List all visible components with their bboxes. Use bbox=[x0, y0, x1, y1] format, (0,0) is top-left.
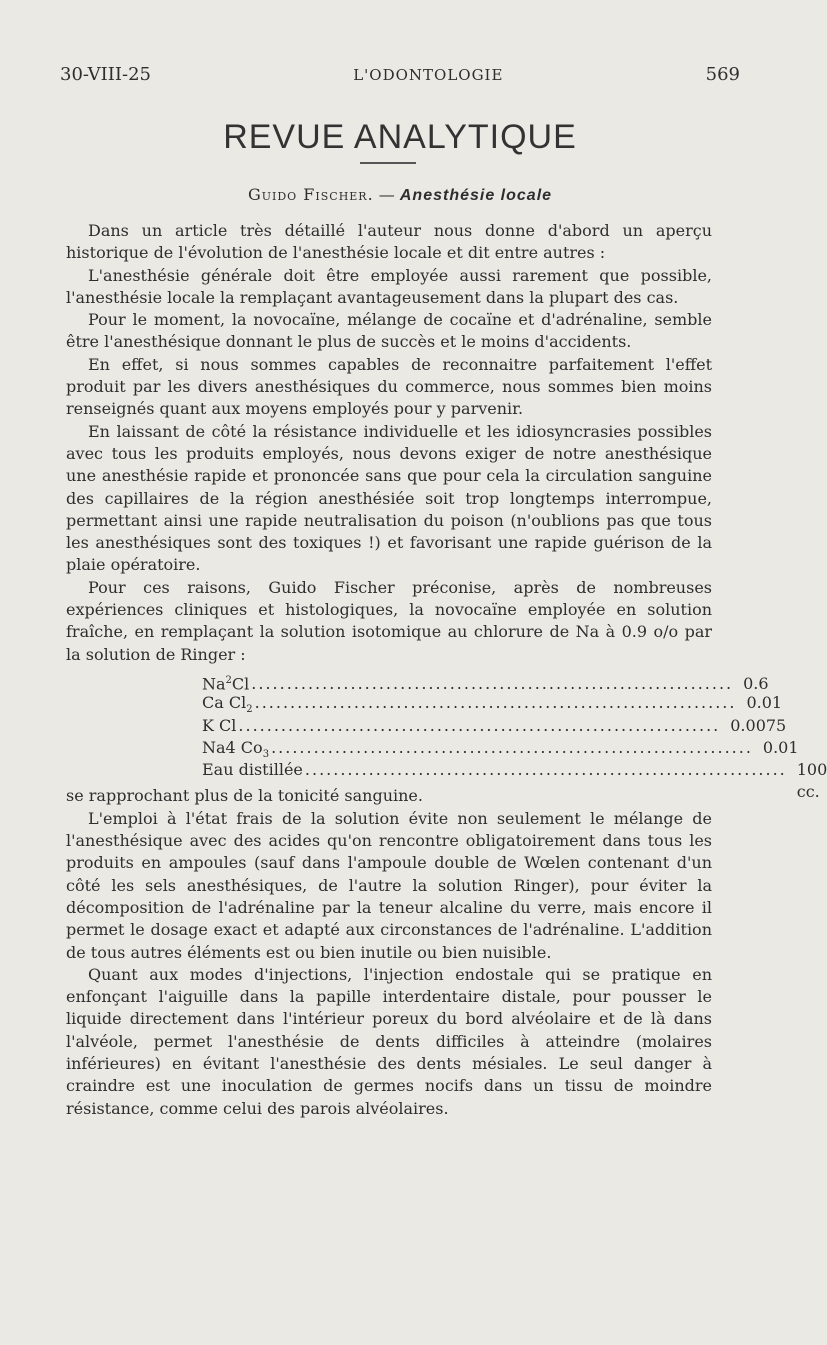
formula-component-name: Ca Cl bbox=[202, 693, 247, 713]
formula-subscript: 2 bbox=[246, 704, 253, 716]
formula-subscript: 3 bbox=[262, 749, 270, 761]
formula-component: Eau distillée bbox=[202, 760, 303, 780]
byline-dash: — bbox=[373, 185, 400, 204]
leader-dots: .................................................................... bbox=[238, 715, 721, 735]
author-name: Guido Fischer. bbox=[247, 185, 374, 204]
paragraph: Pour ces raisons, Guido Fischer préconise, après de nombreuses expériences cliniques et histologiques, la novocaïne employée en solution fraîche, en remplaçant la solution isotomique au chlorure de Na à 0.9 o/o par la solution de Ringer : bbox=[66, 577, 712, 664]
formula-row bbox=[202, 759, 827, 802]
formula-row bbox=[202, 737, 799, 761]
running-head bbox=[60, 64, 740, 85]
leader-dots: .................................................................... bbox=[251, 674, 734, 694]
article-topic: Anesthésie locale bbox=[399, 187, 553, 204]
formula-row bbox=[202, 670, 769, 694]
formula-component: K Cl bbox=[202, 715, 237, 735]
paragraph: Pour le moment, la novocaïne, mélange de cocaïne et d'adrénaline, semble être l'anesthésique donnant le plus de succès et le moins d'accidents. bbox=[66, 310, 712, 352]
ringer-solution-formula bbox=[202, 670, 827, 802]
formula-component-name: Na4 Co bbox=[202, 737, 263, 757]
formula-component-name: Na bbox=[202, 674, 226, 694]
page-number: 569 bbox=[705, 64, 740, 85]
formula-row bbox=[202, 692, 783, 716]
leader-dots: .................................................................... bbox=[271, 737, 753, 757]
journal-name: L'ODONTOLOGIE bbox=[353, 66, 504, 84]
paragraph: Quant aux modes d'injections, l'injection endostale qui se pratique en enfonçant l'aiguille dans la papille interdentaire distale, pour pousser le liquide directement dans l'intérieur poreux du bord alvéolaire et de là dans l'alvéole, permet l'anesthésie de dents difficiles à atteindre (molaires inférieures) en évitant l'anesthésie des dents mésiales. Le seul danger à craindre est une inoculation de germes nocifs dans un tissu de moindre résistance, comme celui des parois alvéolaires. bbox=[66, 964, 712, 1118]
paragraph: L'emploi à l'état frais de la solution évite non seulement le mélange de l'anesthésique avec des acides qu'on rencontre obligatoirement dans tous les produits en ampoules (sauf dans l'ampoule double de Wœlen contenant d'un côté les sels anesthésiques, de l'autre la solution Ringer), pour éviter la décomposition de l'adrénaline par la teneur alcaline du verre, mais encore il permet le dosage exact et adapté aux circonstances de l'adrénaline. L'addition de tous autres éléments est ou bien inutile ou bien nuisible. bbox=[66, 808, 712, 962]
formula-value: 0.6 bbox=[743, 674, 769, 694]
formula-value: 0.01 bbox=[762, 737, 799, 757]
paragraph: se rapprochant plus de la tonicité sanguine. bbox=[66, 786, 423, 806]
title-divider bbox=[360, 162, 416, 164]
header-date: 30-VIII-25 bbox=[60, 64, 151, 85]
formula-row bbox=[202, 715, 787, 737]
article-byline bbox=[0, 185, 800, 205]
leader-dots: .................................................................... bbox=[254, 693, 737, 713]
formula-value: 0.01 bbox=[746, 693, 783, 713]
section-title: REVUE ANALYTIQUE bbox=[223, 118, 577, 156]
paragraph: En effet, si nous sommes capables de reconnaitre parfaitement l'effet produit par les divers anesthésiques du commerce, nous sommes bien moins renseignés quant aux moyens employés pour y parvenir. bbox=[66, 354, 712, 419]
leader-dots: .................................................................... bbox=[304, 760, 787, 780]
formula-value: 0.0075 bbox=[730, 715, 787, 735]
formula-superscript: 2 bbox=[225, 674, 232, 686]
formula-component-rest: Cl bbox=[231, 674, 250, 694]
paragraph: L'anesthésie générale doit être employée aussi rarement que possible, l'anesthésie locale la remplaçant avantageusement dans la plupart des cas. bbox=[66, 265, 712, 307]
formula-value: 100 cc. bbox=[796, 760, 827, 802]
paragraph: Dans un article très détaillé l'auteur nous donne d'abord un aperçu historique de l'évolution de l'anesthésie locale et dit entre autres : bbox=[66, 221, 712, 263]
article-body bbox=[66, 220, 827, 1120]
paragraph: En laissant de côté la résistance individuelle et les idiosyncrasies possibles avec tous les produits employés, nous devons exiger de notre anesthésique une anesthésie rapide et prononcée sans que pour cela la circulation sanguine des capillaires de la région anesthésiée soit trop longtemps interrompue, permettant ainsi une rapide neutralisation du poison (n'oublions pas que tous les anesthésiques sont des toxiques !) et favorisant une rapide guérison de la plaie opératoire. bbox=[66, 421, 712, 575]
